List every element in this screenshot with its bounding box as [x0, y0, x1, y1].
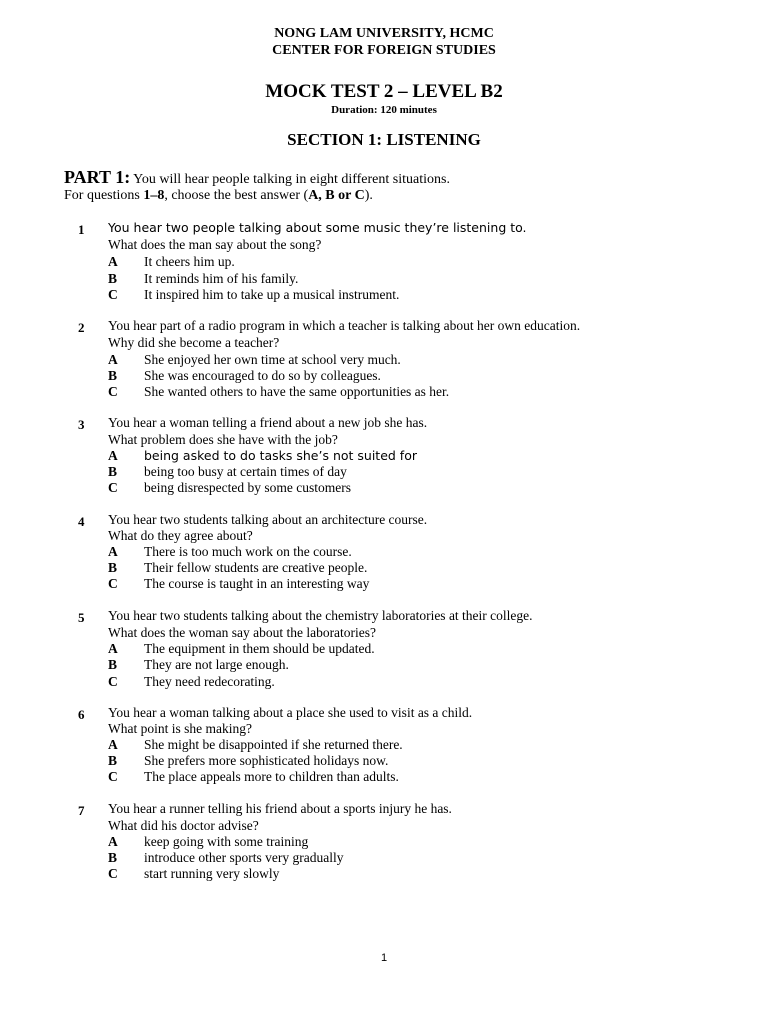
option-text: They are not large enough.: [144, 657, 289, 672]
option-letter: C: [108, 287, 118, 302]
option-text: start running very slowly: [144, 866, 280, 881]
part-instructions: [64, 187, 373, 205]
question-number: 1: [78, 222, 85, 237]
option-a[interactable]: [108, 448, 728, 465]
option-a[interactable]: [108, 352, 728, 369]
university-name: NONG LAM UNIVERSITY, HCMC: [274, 26, 494, 41]
instr-suffix: ).: [364, 188, 373, 203]
option-letter: B: [108, 271, 118, 286]
part-label: PART 1:: [64, 167, 131, 187]
option-text: She wanted others to have the same opportunities as her.: [144, 384, 450, 399]
option-text: She was encouraged to do so by colleagues.: [144, 368, 381, 383]
option-text: Their fellow students are creative people.: [144, 560, 368, 575]
option-a[interactable]: [108, 254, 728, 271]
option-letter: A: [108, 641, 118, 656]
question-text: What do they agree about?: [108, 528, 253, 543]
option-b[interactable]: [108, 753, 728, 770]
part-description: You will hear people talking in eight different situations.: [130, 172, 450, 187]
instr-prefix: For questions: [64, 188, 144, 203]
option-letter: C: [108, 576, 118, 591]
option-a[interactable]: [108, 834, 728, 851]
question-number: 4: [78, 514, 85, 529]
option-text: being disrespected by some customers: [144, 480, 351, 495]
section-title: SECTION 1: LISTENING: [287, 130, 481, 149]
option-a[interactable]: [108, 544, 728, 561]
question-number: 7: [78, 803, 85, 818]
option-text: keep going with some training: [144, 834, 309, 849]
option-b[interactable]: [108, 850, 728, 867]
question-text: What point is she making?: [108, 721, 252, 736]
option-c[interactable]: [108, 769, 728, 786]
option-letter: A: [108, 737, 118, 752]
option-c[interactable]: [108, 674, 728, 691]
option-b[interactable]: [108, 271, 728, 288]
option-letter: C: [108, 866, 118, 881]
center-name: CENTER FOR FOREIGN STUDIES: [272, 43, 496, 58]
question-situation: You hear part of a radio program in which a teacher is talking about her own education.: [108, 318, 581, 333]
instr-mid: , choose the best answer (: [164, 188, 309, 203]
option-letter: C: [108, 384, 118, 399]
duration: Duration: 120 minutes: [331, 104, 437, 116]
option-letter: A: [108, 448, 118, 463]
option-b[interactable]: [108, 560, 728, 577]
option-letter: B: [108, 560, 118, 575]
option-a[interactable]: [108, 737, 728, 754]
option-c[interactable]: [108, 287, 728, 304]
page-number: 1: [380, 952, 388, 964]
question-situation: You hear two students talking about the chemistry laboratories at their college.: [108, 608, 533, 623]
option-c[interactable]: [108, 384, 728, 401]
question-number: 5: [78, 610, 85, 625]
option-letter: B: [108, 850, 118, 865]
option-text: introduce other sports very gradually: [144, 850, 344, 865]
question-text: What does the woman say about the laboratories?: [108, 625, 377, 640]
question-number: 2: [78, 320, 85, 335]
question-text: What did his doctor advise?: [108, 818, 259, 833]
option-text: She enjoyed her own time at school very much.: [144, 352, 401, 367]
option-letter: A: [108, 544, 118, 559]
test-title: MOCK TEST 2 – LEVEL B2: [265, 81, 503, 102]
option-b[interactable]: [108, 464, 728, 481]
option-a[interactable]: [108, 641, 728, 658]
option-text: The equipment in them should be updated.: [144, 641, 375, 656]
option-c[interactable]: [108, 576, 728, 593]
option-text: It inspired him to take up a musical instrument.: [144, 287, 400, 302]
option-letter: C: [108, 674, 118, 689]
option-text: The course is taught in an interesting way: [144, 576, 370, 591]
option-text: being too busy at certain times of day: [144, 464, 347, 479]
option-text: It cheers him up.: [144, 254, 235, 269]
question-text: What does the man say about the song?: [108, 237, 322, 252]
question-situation: You hear a woman talking about a place she used to visit as a child.: [108, 705, 473, 720]
option-letter: B: [108, 464, 118, 479]
option-letter: B: [108, 368, 118, 383]
option-letter: A: [108, 834, 118, 849]
option-letter: B: [108, 657, 118, 672]
option-text: She prefers more sophisticated holidays now.: [144, 753, 389, 768]
question-number: 3: [78, 417, 85, 432]
instr-choices: A, B or C: [308, 188, 365, 203]
option-text: She might be disappointed if she returned there.: [144, 737, 403, 752]
option-letter: B: [108, 753, 118, 768]
question-text: Why did she become a teacher?: [108, 335, 280, 350]
question-situation: You hear a runner telling his friend about a sports injury he has.: [108, 801, 452, 816]
question-situation: You hear a woman telling a friend about a new job she has.: [108, 415, 428, 430]
question-situation: You hear two people talking about some music they’re listening to.: [108, 220, 527, 235]
option-text: The place appeals more to children than adults.: [144, 769, 399, 784]
instr-range: 1–8: [143, 188, 165, 203]
option-text: They need redecorating.: [144, 674, 275, 689]
part-heading: [64, 168, 450, 189]
option-c[interactable]: [108, 480, 728, 497]
option-c[interactable]: [108, 866, 728, 883]
option-text: There is too much work on the course.: [144, 544, 352, 559]
option-b[interactable]: [108, 368, 728, 385]
option-letter: C: [108, 480, 118, 495]
question-text: What problem does she have with the job?: [108, 432, 338, 447]
option-text: It reminds him of his family.: [144, 271, 299, 286]
option-letter: A: [108, 352, 118, 367]
option-letter: A: [108, 254, 118, 269]
question-situation: You hear two students talking about an architecture course.: [108, 512, 428, 527]
option-text: being asked to do tasks she’s not suited for: [144, 448, 417, 463]
option-b[interactable]: [108, 657, 728, 674]
question-number: 6: [78, 707, 85, 722]
option-letter: C: [108, 769, 118, 784]
